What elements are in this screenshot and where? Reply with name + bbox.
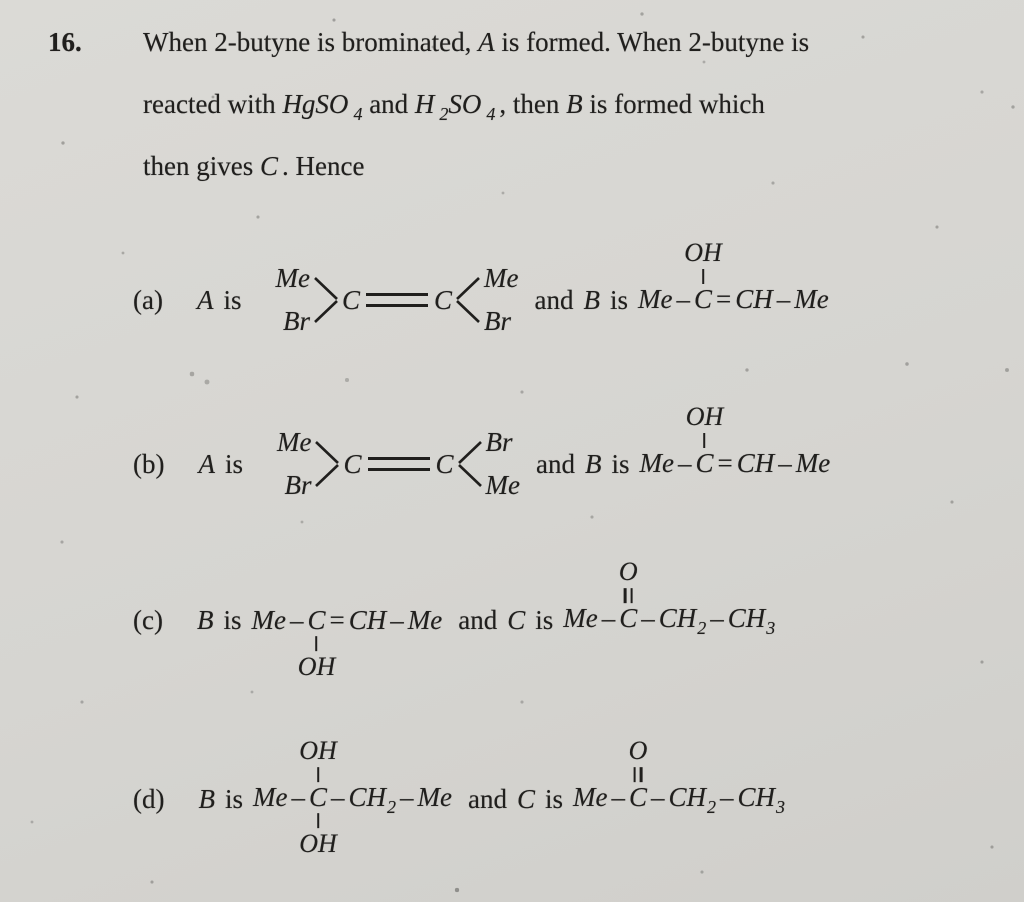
me-label: Me xyxy=(484,263,519,293)
option-c-label: (c) xyxy=(133,605,163,636)
single-bond: – xyxy=(601,603,616,634)
enol-structure xyxy=(251,605,443,682)
single-bond: – xyxy=(331,782,345,813)
variable-c: C xyxy=(507,605,526,636)
subscript: 3 xyxy=(766,618,776,639)
oh-substituent-above xyxy=(299,738,337,785)
question-text: is formed which xyxy=(589,89,765,119)
single-bond: – xyxy=(641,603,655,634)
punctuation: . xyxy=(282,151,289,181)
option-c xyxy=(133,557,776,682)
conjunction: and xyxy=(534,284,574,315)
carbon-with-two-oh xyxy=(299,736,337,859)
carbon-with-oh xyxy=(684,238,722,315)
verb: is xyxy=(223,284,242,315)
me-label: Me xyxy=(251,605,286,636)
oh-substituent-below xyxy=(299,810,337,857)
single-bond: – xyxy=(390,605,404,636)
oh-label: OH xyxy=(685,402,724,432)
carbon-label: C xyxy=(341,284,360,315)
ketone-structure xyxy=(573,736,786,818)
substituent-column-left xyxy=(277,429,311,499)
me-label: Me xyxy=(277,427,312,457)
br-label: Br xyxy=(485,427,513,457)
single-bond xyxy=(315,637,317,652)
question-text: When 2-butyne is brominated, xyxy=(143,27,472,57)
me-label: Me xyxy=(794,284,829,315)
me-label: Me xyxy=(407,605,443,636)
me-label: Me xyxy=(253,782,288,813)
subscript: 2 xyxy=(697,618,707,639)
question-text: and xyxy=(369,89,409,119)
single-bond: – xyxy=(651,782,665,813)
variable-b: B xyxy=(196,605,214,636)
oh-substituent-above xyxy=(686,404,724,451)
variable-c: C xyxy=(516,784,535,815)
me-label: Me xyxy=(563,603,598,634)
variable-a: A xyxy=(478,27,495,57)
me-label: Me xyxy=(639,448,674,479)
variable-a: A xyxy=(198,448,215,479)
ch2-label: CH xyxy=(668,782,707,813)
ch3-label: CH xyxy=(727,603,766,634)
oh-label: OH xyxy=(297,652,336,682)
verb: is xyxy=(545,784,564,815)
double-bond xyxy=(634,767,643,782)
ch3-label: CH xyxy=(737,782,776,813)
variable-a: A xyxy=(196,284,214,315)
question-number: 16. xyxy=(48,27,82,57)
double-bond: = xyxy=(329,605,345,636)
carbon-with-oh xyxy=(297,605,336,682)
conjunction: and xyxy=(468,784,507,815)
bond-chevron-right-icon xyxy=(455,269,481,331)
single-bond: – xyxy=(400,782,414,813)
bond-chevron-left-icon xyxy=(314,433,340,495)
verb: is xyxy=(611,448,630,479)
oxygen-label: O xyxy=(618,557,638,587)
variable-b: B xyxy=(198,784,215,815)
enol-structure xyxy=(637,238,829,315)
single-bond xyxy=(317,813,319,828)
carbon-label: C xyxy=(693,284,712,315)
single-bond xyxy=(702,269,704,284)
me-label: Me xyxy=(417,782,452,813)
bond-chevron-left-icon xyxy=(313,269,339,331)
subscript: 2 xyxy=(707,797,717,818)
verb: is xyxy=(224,784,243,815)
single-bond: – xyxy=(677,448,692,479)
me-label: Me xyxy=(573,782,608,813)
verb: is xyxy=(223,605,242,636)
me-label: Me xyxy=(485,470,520,500)
oh-label: OH xyxy=(299,829,337,859)
carbon-label: C xyxy=(308,782,327,813)
question-line-1 xyxy=(143,27,809,58)
oxygen-label: O xyxy=(628,736,648,766)
option-d-label: (d) xyxy=(133,784,165,815)
question-line-2 xyxy=(143,89,765,125)
carbon-label: C xyxy=(435,448,454,479)
subscript: 3 xyxy=(776,797,786,818)
carbon-label: C xyxy=(629,782,648,813)
variable-b: B xyxy=(583,284,600,315)
substituent-column-right xyxy=(484,265,518,335)
verb: is xyxy=(609,284,628,315)
bond-chevron-right-icon xyxy=(457,433,483,495)
formula-hgso4: HgSO xyxy=(282,89,349,119)
subscript: 4 xyxy=(353,104,363,124)
conjunction: and xyxy=(458,605,498,636)
ch-label: CH xyxy=(735,284,773,315)
formula-h2so4: SO xyxy=(448,89,482,119)
oh-substituent-below xyxy=(298,634,336,681)
oh-label: OH xyxy=(684,238,722,268)
carbonyl-carbon xyxy=(628,736,648,813)
question-text: reacted with xyxy=(143,89,276,119)
oxygen-substituent-above xyxy=(629,738,648,785)
substituent-column-left xyxy=(275,265,309,335)
single-bond: – xyxy=(778,448,792,479)
single-bond: – xyxy=(611,782,625,813)
option-d xyxy=(133,736,786,859)
double-bond: = xyxy=(715,284,732,315)
me-label: Me xyxy=(795,448,831,479)
carbon-with-oh xyxy=(685,402,724,479)
double-bond xyxy=(624,588,633,603)
subscript: 2 xyxy=(439,104,449,124)
question-text: then gives xyxy=(143,151,254,181)
double-bond: = xyxy=(717,448,733,479)
carbon-label: C xyxy=(343,448,362,479)
verb: is xyxy=(535,605,554,636)
punctuation: , xyxy=(499,89,507,119)
carbon-label: C xyxy=(307,605,326,636)
verb: is xyxy=(224,448,243,479)
option-b xyxy=(133,402,831,500)
oxygen-substituent-above xyxy=(619,559,638,606)
me-label: Me xyxy=(637,284,673,315)
question-text: is formed. When 2-butyne is xyxy=(501,27,810,57)
single-bond: – xyxy=(710,603,724,634)
subscript: 4 xyxy=(486,104,496,124)
carbon-label: C xyxy=(695,448,714,479)
question-line-3 xyxy=(143,151,364,182)
option-a-label: (a) xyxy=(133,284,163,315)
ch2-label: CH xyxy=(658,603,697,634)
ch-label: CH xyxy=(348,605,387,636)
variable-b: B xyxy=(566,89,583,119)
enol-structure xyxy=(639,402,831,479)
single-bond: – xyxy=(776,284,791,315)
me-label: Me xyxy=(275,263,310,293)
ch-label: CH xyxy=(736,448,775,479)
oh-substituent-above xyxy=(684,240,722,287)
conjunction: and xyxy=(536,448,575,479)
question-text: then xyxy=(512,89,560,119)
carbonyl-carbon xyxy=(618,557,638,634)
option-a xyxy=(133,238,829,336)
alkene-structure xyxy=(275,265,518,335)
alkene-structure xyxy=(277,429,520,499)
single-bond: – xyxy=(291,782,305,813)
br-label: Br xyxy=(484,306,511,336)
carbon-label: C xyxy=(619,603,638,634)
subscript: 2 xyxy=(387,797,397,818)
single-bond: – xyxy=(676,284,690,315)
br-label: Br xyxy=(284,470,312,500)
carbon-label: C xyxy=(433,284,452,315)
single-bond: – xyxy=(720,782,734,813)
substituent-column-right xyxy=(486,429,520,499)
oh-label: OH xyxy=(299,736,337,766)
br-label: Br xyxy=(282,306,310,336)
single-bond: – xyxy=(289,605,304,636)
formula-h2so4: H xyxy=(414,89,435,119)
double-bond xyxy=(368,457,430,471)
single-bond xyxy=(703,433,705,448)
option-b-label: (b) xyxy=(133,448,165,479)
double-bond xyxy=(366,293,428,307)
ketone-structure xyxy=(563,557,776,639)
variable-b: B xyxy=(584,448,602,479)
question-text: Hence xyxy=(295,151,365,181)
single-bond xyxy=(317,767,319,782)
scan-noise xyxy=(0,0,2,2)
diol-structure xyxy=(253,736,452,859)
variable-c: C xyxy=(259,151,278,181)
ch2-label: CH xyxy=(348,782,387,813)
